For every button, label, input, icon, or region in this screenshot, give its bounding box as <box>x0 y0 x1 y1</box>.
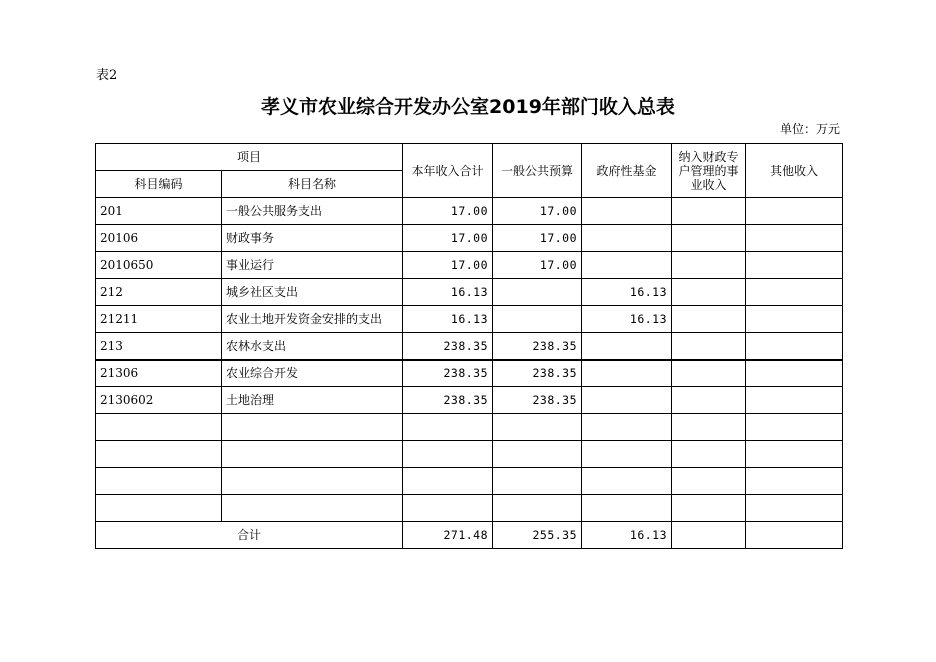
cell-other-income <box>746 225 843 252</box>
cell-total-income: 238.35 <box>403 387 493 414</box>
cell-subject-name: 农业综合开发 <box>222 360 403 387</box>
cell-subject-code: 201 <box>96 198 222 225</box>
cell-gov-fund <box>582 333 672 360</box>
cell-total-income: 17.00 <box>403 225 493 252</box>
table-row <box>96 225 843 252</box>
cell-subject-name: 一般公共服务支出 <box>222 198 403 225</box>
cell-special-mgmt <box>672 360 746 387</box>
totals-special <box>672 522 746 549</box>
cell-special-mgmt <box>672 252 746 279</box>
cell-total-income: 238.35 <box>403 333 493 360</box>
cell-subject-code: 21211 <box>96 306 222 333</box>
table-number: 表2 <box>96 68 118 83</box>
cell-total-income: 17.00 <box>403 198 493 225</box>
table-row <box>96 360 843 387</box>
page-title: 孝义市农业综合开发办公室2019年部门收入总表 <box>261 96 675 118</box>
cell-special-mgmt <box>672 198 746 225</box>
cell-subject-name <box>222 441 403 468</box>
unit-label: 单位：万元 <box>779 122 840 136</box>
header-subject-name: 科目名称 <box>222 171 403 198</box>
cell-other-income <box>746 468 843 495</box>
cell-other-income <box>746 279 843 306</box>
cell-total-income: 16.13 <box>403 279 493 306</box>
cell-other-income <box>746 414 843 441</box>
totals-row <box>96 522 843 549</box>
cell-gov-fund <box>582 414 672 441</box>
header-other-income: 其他收入 <box>746 144 843 198</box>
cell-general-budget <box>493 495 582 522</box>
cell-special-mgmt <box>672 441 746 468</box>
cell-other-income <box>746 495 843 522</box>
cell-general-budget: 238.35 <box>493 333 582 360</box>
header-special-mgmt: 纳入财政专户管理的事业收入 <box>672 144 746 198</box>
cell-total-income: 17.00 <box>403 252 493 279</box>
cell-subject-code: 2130602 <box>96 387 222 414</box>
cell-other-income <box>746 360 843 387</box>
cell-total-income: 238.35 <box>403 360 493 387</box>
table-row <box>96 306 843 333</box>
table-row <box>96 279 843 306</box>
totals-label: 合计 <box>96 522 403 549</box>
cell-special-mgmt <box>672 306 746 333</box>
cell-total-income <box>403 468 493 495</box>
cell-subject-code: 212 <box>96 279 222 306</box>
cell-subject-name: 事业运行 <box>222 252 403 279</box>
cell-gov-fund <box>582 468 672 495</box>
cell-other-income <box>746 306 843 333</box>
cell-other-income <box>746 441 843 468</box>
cell-general-budget: 238.35 <box>493 387 582 414</box>
cell-subject-code: 21306 <box>96 360 222 387</box>
cell-total-income <box>403 441 493 468</box>
cell-subject-code <box>96 441 222 468</box>
header-general-budget: 一般公共预算 <box>493 144 582 198</box>
cell-gov-fund <box>582 225 672 252</box>
cell-general-budget <box>493 279 582 306</box>
cell-special-mgmt <box>672 225 746 252</box>
totals-other <box>746 522 843 549</box>
header-project: 项目 <box>96 144 403 171</box>
cell-subject-code: 2010650 <box>96 252 222 279</box>
cell-subject-name <box>222 414 403 441</box>
table-row <box>96 252 843 279</box>
cell-gov-fund <box>582 441 672 468</box>
table-row <box>96 495 843 522</box>
cell-subject-code <box>96 468 222 495</box>
header-subject-code: 科目编码 <box>96 171 222 198</box>
cell-general-budget: 17.00 <box>493 225 582 252</box>
totals-general: 255.35 <box>493 522 582 549</box>
cell-general-budget: 17.00 <box>493 198 582 225</box>
cell-general-budget: 238.35 <box>493 360 582 387</box>
cell-general-budget <box>493 441 582 468</box>
cell-special-mgmt <box>672 414 746 441</box>
header-row-1 <box>96 144 843 171</box>
cell-other-income <box>746 387 843 414</box>
table-row <box>96 387 843 414</box>
cell-special-mgmt <box>672 333 746 360</box>
cell-gov-fund: 16.13 <box>582 306 672 333</box>
cell-gov-fund <box>582 198 672 225</box>
table-row <box>96 441 843 468</box>
cell-special-mgmt <box>672 468 746 495</box>
cell-general-budget <box>493 306 582 333</box>
cell-special-mgmt <box>672 495 746 522</box>
cell-subject-name: 财政事务 <box>222 225 403 252</box>
cell-subject-code <box>96 414 222 441</box>
header-gov-fund: 政府性基金 <box>582 144 672 198</box>
cell-general-budget <box>493 468 582 495</box>
cell-gov-fund <box>582 360 672 387</box>
totals-total: 271.48 <box>403 522 493 549</box>
cell-subject-code: 20106 <box>96 225 222 252</box>
table-row <box>96 468 843 495</box>
cell-subject-name: 农业土地开发资金安排的支出 <box>222 306 403 333</box>
cell-gov-fund: 16.13 <box>582 279 672 306</box>
cell-gov-fund <box>582 252 672 279</box>
income-summary-table <box>95 143 843 549</box>
cell-subject-code: 213 <box>96 333 222 360</box>
cell-subject-name: 土地治理 <box>222 387 403 414</box>
totals-fund: 16.13 <box>582 522 672 549</box>
table-row <box>96 198 843 225</box>
cell-subject-name <box>222 468 403 495</box>
cell-subject-name: 农林水支出 <box>222 333 403 360</box>
cell-other-income <box>746 198 843 225</box>
cell-subject-name <box>222 495 403 522</box>
cell-general-budget: 17.00 <box>493 252 582 279</box>
cell-total-income <box>403 414 493 441</box>
cell-gov-fund <box>582 495 672 522</box>
table-row <box>96 333 843 360</box>
cell-total-income <box>403 495 493 522</box>
table-row <box>96 414 843 441</box>
cell-subject-code <box>96 495 222 522</box>
cell-gov-fund <box>582 387 672 414</box>
cell-subject-name: 城乡社区支出 <box>222 279 403 306</box>
cell-total-income: 16.13 <box>403 306 493 333</box>
cell-other-income <box>746 333 843 360</box>
header-total-income: 本年收入合计 <box>403 144 493 198</box>
cell-general-budget <box>493 414 582 441</box>
cell-special-mgmt <box>672 387 746 414</box>
cell-special-mgmt <box>672 279 746 306</box>
cell-other-income <box>746 252 843 279</box>
